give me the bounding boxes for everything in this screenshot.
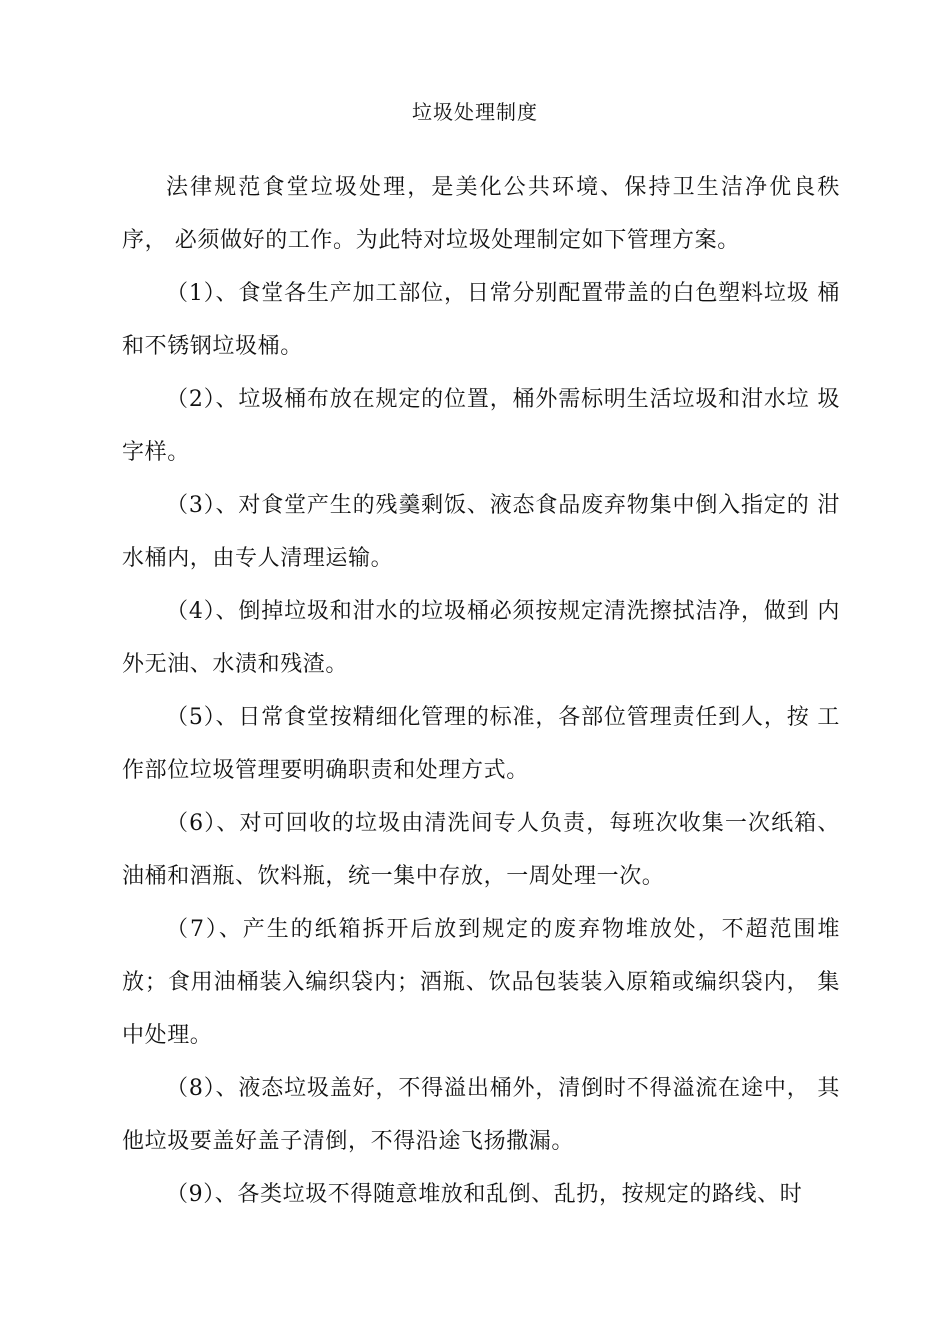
rule-paragraph-4: （4）、倒掉垃圾和泔水的垃圾桶必须按规定清洗擦拭洁净，做到 内外无油、水渍和残渣。 [122, 599, 840, 677]
rule-paragraph-6: （6）、对可回收的垃圾由清洗间专人负责，每班次收集一次纸箱、油桶和酒瓶、饮料瓶，统一集中存放，一周处理一次。 [122, 811, 840, 889]
document-title: 垃圾处理制度 [412, 100, 538, 124]
document-body [122, 161, 840, 1221]
rule-paragraph-8: （8）、液态垃圾盖好，不得溢出桶外，清倒时不得溢流在途中， 其他垃圾要盖好盖子清倒，不得沿途飞扬撒漏。 [122, 1076, 840, 1154]
rule-paragraph-7: （7）、产生的纸箱拆开后放到规定的废弃物堆放处，不超范围堆放；食用油桶装入编织袋内；酒瓶、饮品包装装入原箱或编织袋内， 集中处理。 [122, 917, 840, 1048]
rule-paragraph-5: （5）、日常食堂按精细化管理的标准，各部位管理责任到人，按 工作部位垃圾管理要明确职责和处理方式。 [122, 705, 840, 783]
rule-paragraph-2: （2）、垃圾桶布放在规定的位置，桶外需标明生活垃圾和泔水垃 圾字样。 [122, 387, 840, 465]
intro-paragraph: 法律规范食堂垃圾处理，是美化公共环境、保持卫生洁净优良秩序， 必须做好的工作。为此特对垃圾处理制定如下管理方案。 [122, 175, 840, 253]
rule-paragraph-1: （1）、食堂各生产加工部位，日常分别配置带盖的白色塑料垃圾 桶和不锈钢垃圾桶。 [122, 281, 840, 359]
rule-paragraph-3: （3）、对食堂产生的残羹剩饭、液态食品废弃物集中倒入指定的 泔水桶内，由专人清理运输。 [122, 493, 840, 571]
rule-paragraph-9: （9）、各类垃圾不得随意堆放和乱倒、乱扔，按规定的路线、时 [166, 1182, 803, 1207]
